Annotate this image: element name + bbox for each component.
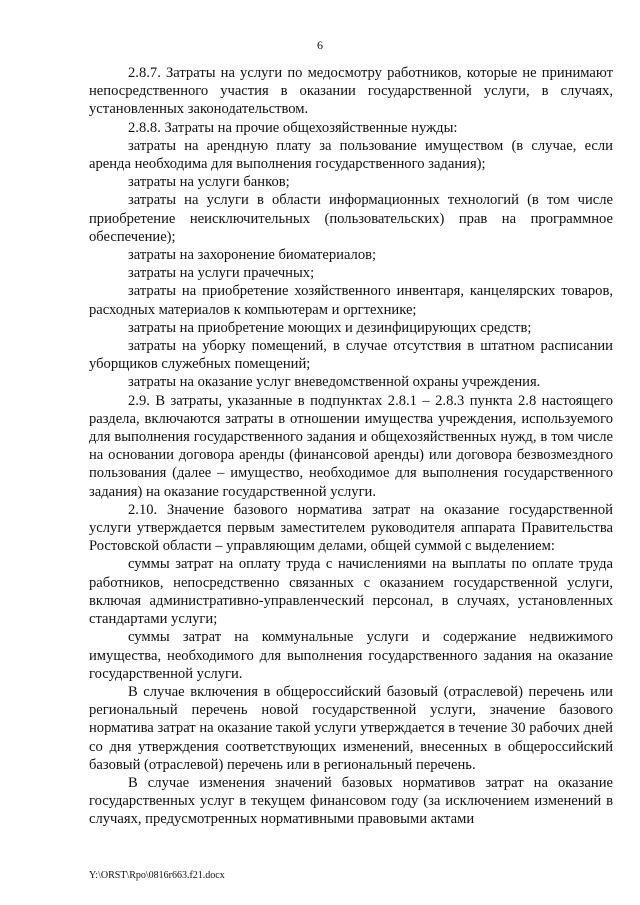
paragraph-2-10: 2.10. Значение базового норматива затрат на оказание государственной услуги утверждается первым заместителем руководителя аппарата Правительства Ростовской области – управляющим делами, общей суммой с выделением: [89,501,613,555]
paragraph-2-8-8: 2.8.8. Затраты на прочие общехозяйственные нужды: [128,119,458,136]
paragraph-2-9: 2.9. В затраты, указанные в подпунктах 2.8.1 – 2.8.3 пункта 2.8 настоящего раздела, включаются затраты в отношении имущества учреждения, используемого для выполнения государственного задания и общехозяйственных нужд, в том числе на основании договора аренды (финансовой аренды) или договора безвозмездного пользования (далее – имущество, необходимое для выполнения государственного задания) на оказание государственной услуги. [89,392,613,500]
list-item-it-services: затраты на услуги в области информационных технологий (в том числе приобретение неисключительных (пользовательских) прав на программное обеспечение); [89,192,613,245]
paragraph-2-8-7: 2.8.7. Затраты на услуги по медосмотру работников, которые не принимают непосредственного участия в оказании государственной услуги, в случаях, установленных законодательством. [89,65,613,118]
list-item-biomaterials: затраты на захоронение биоматериалов; [128,247,377,264]
list-item-inventory: затраты на приобретение хозяйственного инвентаря, канцелярских товаров, расходных материалов к компьютерам и оргтехнике; [89,283,613,318]
paragraph-norm-change: В случае изменения значений базовых нормативов затрат на оказание государственных услуг в текущем финансовом году (за исключением изменений в случаях, предусмотренных нормативными правовыми актами [89,774,613,828]
document-body [89,64,613,829]
list-item-detergents: затраты на приобретение моющих и дезинфицирующих средств; [128,319,532,336]
paragraph-new-service: В случае включения в общероссийский базовый (отраслевой) перечень или региональный перечень новой государственной услуги, значение базового норматива затрат на оказание такой услуги утверждается в течение 30 рабочих дней со дня утверждения соответствующих изменений, внесенных в общероссийский базовый (отраслевой) перечень или в региональный перечень. [89,683,613,773]
list-item-laundry: затраты на услуги прачечных; [128,265,315,282]
list-item-banks: затраты на услуги банков; [128,174,290,191]
list-item-utilities: суммы затрат на коммунальные услуги и содержание недвижимого имущества, необходимого для выполнения государственного задания на оказание государственной услуги. [89,629,613,682]
footer-file-path: Y:\ORST\Rpo\0816r663.f21.docx [89,870,225,881]
page-number: 6 [317,38,323,52]
list-item-rent: затраты на арендную плату за пользование имуществом (в случае, если аренда необходима для выполнения государственного задания); [89,137,613,173]
list-item-security: затраты на оказание услуг вневедомственной охраны учреждения. [128,374,541,391]
list-item-labor-costs: суммы затрат на оплату труда с начислениями на выплаты по оплате труда работников, непосредственно связанных с оказанием государственной услуги, включая административно-управленческий персонал, в случаях, установленных стандартами услуги; [89,556,613,628]
list-item-cleaning: затраты на уборку помещений, в случае отсутствия в штатном расписании уборщиков служебных помещений; [89,338,613,373]
